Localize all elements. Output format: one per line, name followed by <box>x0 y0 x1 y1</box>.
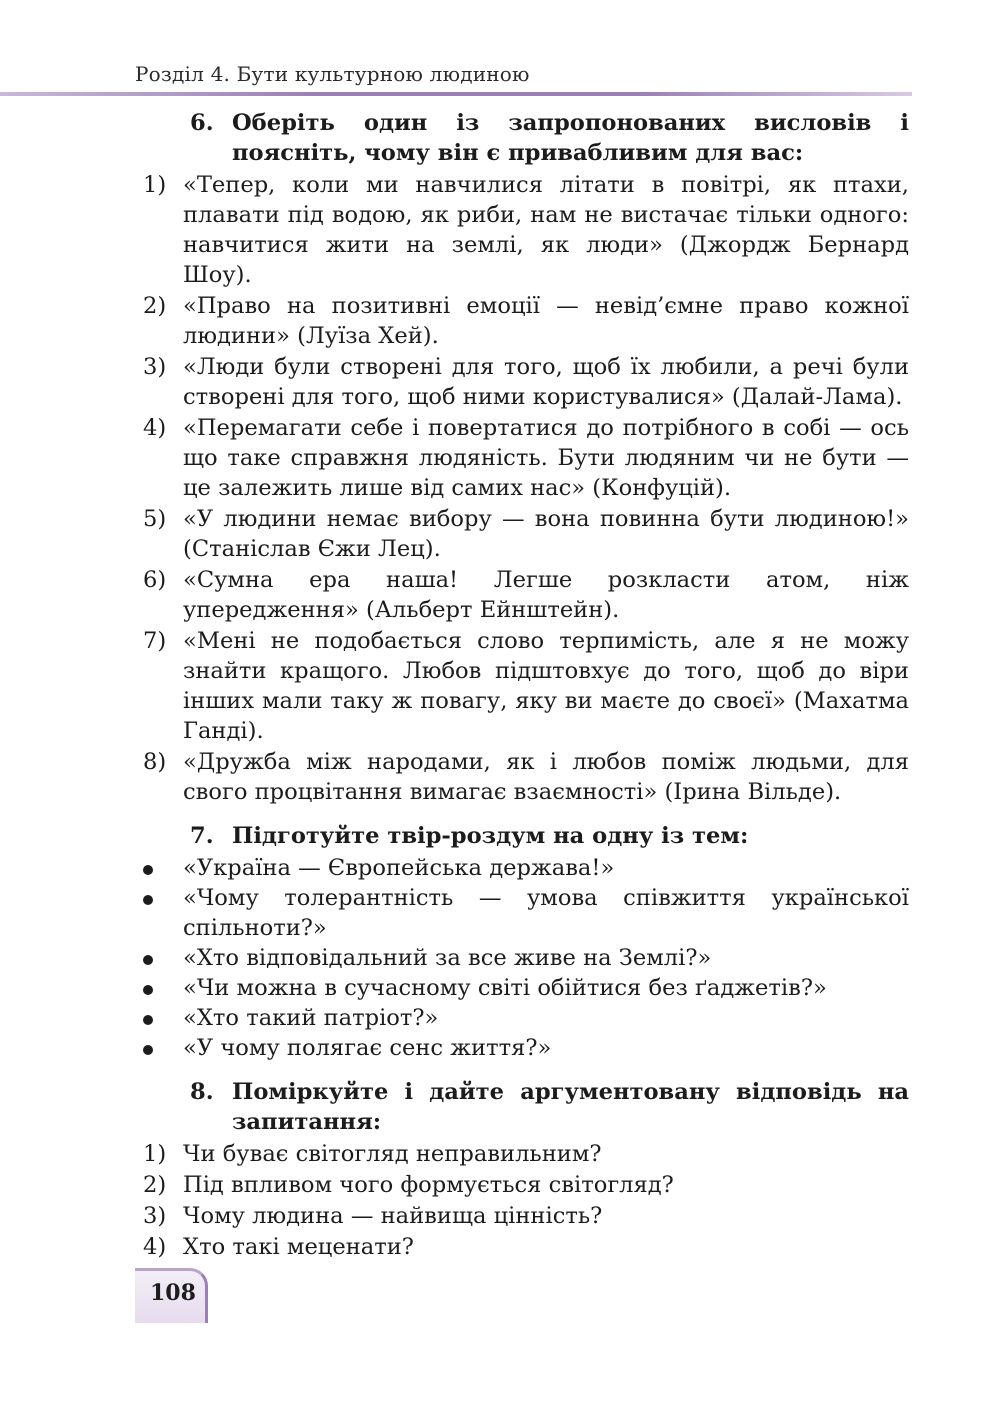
item-number: 7) <box>143 628 167 654</box>
item-number: 1) <box>143 172 167 198</box>
task-7-heading <box>143 821 909 851</box>
list-item <box>143 352 909 412</box>
item-number: 5) <box>143 506 167 532</box>
page-content <box>143 108 909 1263</box>
task-6-number: 6. <box>190 110 214 136</box>
list-item <box>143 1170 909 1200</box>
list-item <box>143 413 909 503</box>
bullet-icon <box>143 1045 153 1055</box>
task-7-title: Підготуйте твір-роздум на одну із тем: <box>232 823 749 849</box>
list-item <box>143 1139 909 1169</box>
list-item <box>143 747 909 807</box>
list-item <box>143 1033 909 1063</box>
list-item <box>143 626 909 746</box>
list-item <box>143 504 909 564</box>
bullet-icon <box>143 985 153 995</box>
task-6-list <box>143 170 909 807</box>
item-text: Хто такі меценати? <box>183 1234 414 1260</box>
list-item <box>143 565 909 625</box>
item-number: 3) <box>143 1203 167 1229</box>
item-text: «Мені не подобається слово терпимість, але я не можу знайти кращого. Любов підштовхує до того, щоб до віри інших мали таку ж повагу, яку ви маєте до своєї» (Махатма Ганді). <box>183 628 909 744</box>
item-number: 2) <box>143 293 167 319</box>
list-item <box>143 1201 909 1231</box>
item-text: «Право на позитивні емоції — невід’ємне право кожної людини» (Луїза Хей). <box>183 293 909 349</box>
item-text: Чому людина — найвища цінність? <box>183 1203 603 1229</box>
item-number: 8) <box>143 749 167 775</box>
item-text: «Україна — Європейська держава!» <box>183 855 615 881</box>
bullet-icon <box>143 1015 153 1025</box>
task-8-number: 8. <box>190 1079 214 1105</box>
task-8-heading <box>143 1077 909 1137</box>
item-text: «Хто такий патріот?» <box>183 1005 439 1031</box>
item-text: «Тепер, коли ми навчилися літати в повітрі, як птахи, плавати під водою, як риби, нам не вистачає тільки одного: навчитися жити на землі, як люди» (Джордж Бернард Шоу). <box>183 172 909 288</box>
list-item <box>143 853 909 883</box>
chapter-header: Розділ 4. Бути культурною людиною <box>135 62 530 86</box>
item-text: «Перемагати себе і повертатися до потрібного в собі — ось що таке справжня людяність. Бути людяним чи не бути — це залежить лише від самих нас» (Конфуцій). <box>183 415 909 501</box>
item-number: 6) <box>143 567 167 593</box>
page-number: 108 <box>150 1280 196 1306</box>
task-8-title: Поміркуйте і дайте аргументовану відповідь на запитання: <box>232 1079 909 1135</box>
task-7-list <box>143 853 909 1063</box>
item-text: «Сумна ера наша! Легше розкласти атом, ніж упередження» (Альберт Ейнштейн). <box>183 567 909 623</box>
task-7-number: 7. <box>190 823 214 849</box>
list-item <box>143 1232 909 1262</box>
list-item <box>143 973 909 1003</box>
list-item <box>143 291 909 351</box>
item-text: «Дружба між народами, як і любов поміж людьми, для свого процвітання вимагає взаємності» (Ірина Вільде). <box>183 749 909 805</box>
list-item <box>143 883 909 943</box>
task-6-heading <box>143 108 909 168</box>
item-text: «Чи можна в сучасному світі обійтися без ґаджетів?» <box>183 975 827 1001</box>
bullet-icon <box>143 955 153 965</box>
item-text: «Хто відповідальний за все живе на Землі?» <box>183 945 712 971</box>
bullet-icon <box>143 895 153 905</box>
list-item <box>143 170 909 290</box>
item-text: «У чому полягає сенс життя?» <box>183 1035 552 1061</box>
item-number: 2) <box>143 1172 167 1198</box>
header-divider <box>0 92 912 96</box>
item-number: 4) <box>143 1234 167 1260</box>
item-text: «Люди були створені для того, щоб їх любили, а речі були створені для того, щоб ними користувалися» (Далай-Лама). <box>183 354 909 410</box>
task-6-title: Оберіть один із запропонованих висловів і поясніть, чому він є привабливим для вас: <box>232 110 909 166</box>
item-text: Під впливом чого формується світогляд? <box>183 1172 674 1198</box>
item-number: 1) <box>143 1141 167 1167</box>
item-text: «Чому толерантність — умова співжиття української спільноти?» <box>183 885 909 941</box>
list-item <box>143 943 909 973</box>
item-text: Чи буває світогляд неправильним? <box>183 1141 602 1167</box>
item-number: 4) <box>143 415 167 441</box>
item-text: «У людини немає вибору — вона повинна бути людиною!» (Станіслав Єжи Лец). <box>183 506 909 562</box>
list-item <box>143 1003 909 1033</box>
bullet-icon <box>143 865 153 875</box>
task-8-list <box>143 1139 909 1262</box>
item-number: 3) <box>143 354 167 380</box>
